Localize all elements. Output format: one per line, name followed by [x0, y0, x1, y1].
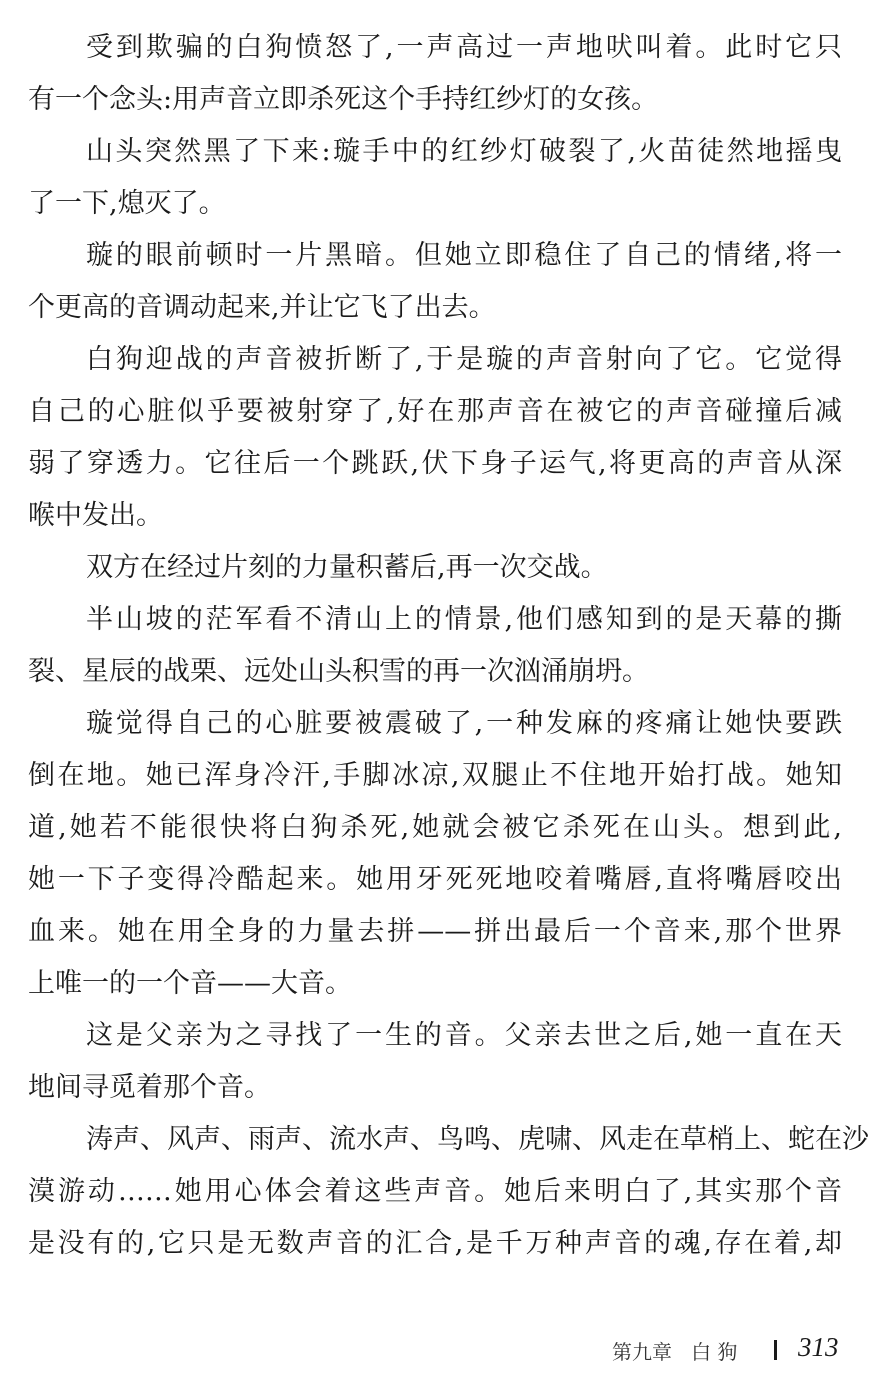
page-footer: [0, 1332, 872, 1372]
text-line: 涛声、风声、雨声、流水声、鸟鸣、虎啸、风走在草梢上、蛇在沙: [86, 1124, 869, 1155]
page-body: [28, 22, 869, 1270]
text-line: 了一下,熄灭了。: [28, 188, 226, 219]
text-line: 道,她若不能很快将白狗杀死,她就会被它杀死在山头。想到此,: [28, 812, 842, 843]
text-line: 漠游动……她用心体会着这些声音。她后来明白了,其实那个音: [28, 1176, 842, 1207]
text-line: 半山坡的茫军看不清山上的情景,他们感知到的是天幕的撕: [86, 604, 842, 635]
text-line: 受到欺骗的白狗愤怒了,一声高过一声地吠叫着。此时它只: [86, 32, 842, 63]
text-line: 这是父亲为之寻找了一生的音。父亲去世之后,她一直在天: [86, 1020, 842, 1051]
text-line: 倒在地。她已浑身冷汗,手脚冰凉,双腿止不住地开始打战。她知: [28, 760, 842, 791]
text-line: 弱了穿透力。它往后一个跳跃,伏下身子运气,将更高的声音从深: [28, 448, 842, 479]
text-line: 是没有的,它只是无数声音的汇合,是千万种声音的魂,存在着,却: [28, 1228, 842, 1259]
text-line: 她一下子变得冷酷起来。她用牙死死地咬着嘴唇,直将嘴唇咬出: [28, 864, 842, 895]
footer-divider: [774, 1340, 777, 1360]
text-line: 裂、星辰的战栗、远处山头积雪的再一次汹涌崩坍。: [28, 656, 649, 687]
text-line: 自己的心脏似乎要被射穿了,好在那声音在被它的声音碰撞后减: [28, 396, 842, 427]
text-line: 上唯一的一个音——大音。: [28, 968, 352, 999]
text-line: 山头突然黑了下来:璇手中的红纱灯破裂了,火苗徒然地摇曳: [86, 136, 842, 167]
text-line: 白狗迎战的声音被折断了,于是璇的声音射向了它。它觉得: [86, 344, 842, 375]
text-line: 喉中发出。: [28, 500, 163, 531]
text-line: 有一个念头:用声音立即杀死这个手持红纱灯的女孩。: [28, 84, 659, 115]
text-line: 地间寻觅着那个音。: [28, 1072, 271, 1103]
text-line: 璇的眼前顿时一片黑暗。但她立即稳住了自己的情绪,将一: [86, 240, 842, 271]
page-number: 313: [798, 1332, 839, 1362]
chapter-label: 第九章 白 狗: [612, 1340, 738, 1364]
text-line: 血来。她在用全身的力量去拼——拼出最后一个音来,那个世界: [28, 916, 842, 947]
text-line: 个更高的音调动起来,并让它飞了出去。: [28, 292, 496, 323]
text-line: 双方在经过片刻的力量积蓄后,再一次交战。: [86, 552, 608, 583]
text-line: 璇觉得自己的心脏要被震破了,一种发麻的疼痛让她快要跌: [86, 708, 842, 739]
